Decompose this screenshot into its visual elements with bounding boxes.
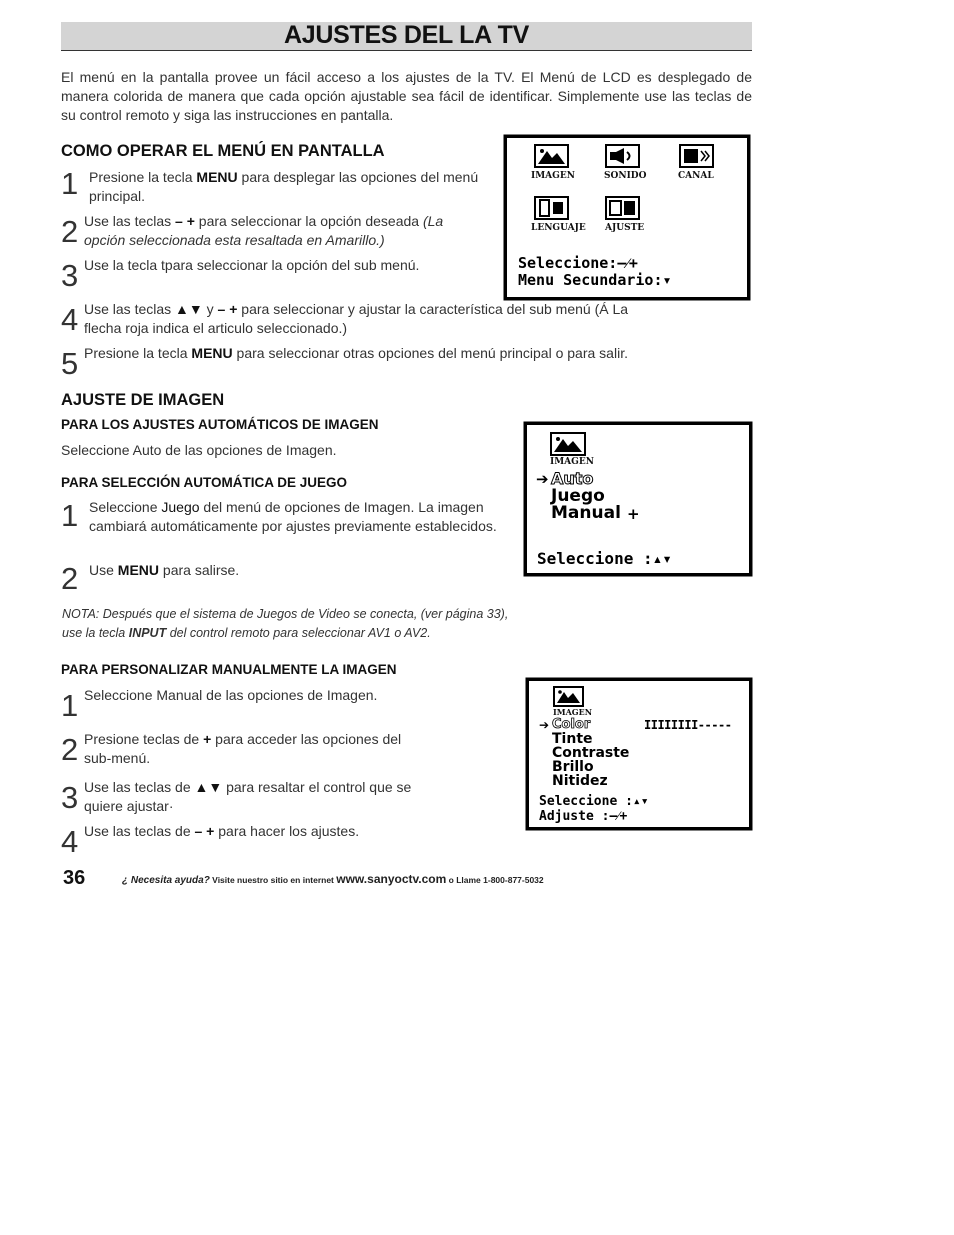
menu-item-brillo[interactable]: Brillo — [552, 759, 594, 775]
menu-item-manual[interactable]: Manual — [551, 503, 621, 523]
menu-item-nitidez[interactable]: Nitidez — [552, 773, 608, 789]
step-number: 5 — [61, 346, 79, 381]
menu-item-contraste[interactable]: Contraste — [552, 745, 630, 761]
screen-select-hint: Seleccione :▴▾ — [539, 794, 649, 809]
footer-help: ¿ Necesita ayuda? Visite nuestro sitio en internet www.sanyoctv.com o Llame 1-800-877-5032 — [122, 872, 544, 886]
auto-text: Seleccione Auto de las opciones de Imagen. — [61, 442, 337, 458]
step-1-text: Presione la tecla MENU para desplegar las opciones del menú principal. — [89, 169, 479, 204]
intro-paragraph: El menú en la pantalla provee un fácil acceso a los ajustes de la TV. El Menú de LCD es desplegado de manera colorida de manera que cada opción ajustable sea fácil de identificar. Simplemente use las teclas de su control remoto y siga las instrucciones en pantalla. — [61, 69, 752, 123]
level-bar: IIIIIIII----- — [644, 718, 732, 732]
footer-url[interactable]: www.sanyoctv.com — [336, 872, 447, 886]
step-number: 3 — [61, 780, 79, 815]
plus-icon: + — [627, 505, 640, 523]
manual-step-4-text: Use las teclas de – + para hacer los ajustes. — [84, 823, 360, 839]
note-line-2: use la tecla INPUT del control remoto para seleccionar AV1 o AV2. — [62, 626, 431, 640]
mountain-icon — [550, 432, 586, 456]
channel-icon — [679, 144, 714, 168]
section-heading-imagen: AJUSTE DE IMAGEN — [61, 391, 225, 409]
language-icon — [534, 196, 569, 220]
section-heading-menu: COMO OPERAR EL MENÚ EN PANTALLA — [61, 142, 385, 160]
step-5-text: Presione la tecla MENU para seleccionar otras opciones del menú principal o para salir. — [84, 345, 628, 361]
step-number: 1 — [61, 498, 79, 533]
subheading-game: PARA SELECCIÓN AUTOMÁTICA DE JUEGO — [61, 475, 348, 490]
menu-item-auto[interactable]: Auto — [551, 469, 594, 488]
menu-label-lenguaje: LENGUAJE — [531, 223, 586, 233]
game-step-1-text: Seleccione Juego del menú de opciones de Imagen. La imagen cambiará automáticamente por ajustes previamente establecidos. — [89, 499, 497, 534]
menu-item-juego[interactable]: Juego — [551, 486, 605, 506]
subheading-manual: PARA PERSONALIZAR MANUALMENTE LA IMAGEN — [61, 662, 397, 677]
manual-menu-screen — [526, 678, 752, 830]
menu-label-imagen: IMAGEN — [553, 707, 593, 717]
menu-label-canal: CANAL — [678, 171, 714, 181]
title-bar — [61, 22, 752, 51]
step-number: 2 — [61, 561, 79, 596]
arrow-right-icon: ➔ — [536, 470, 549, 488]
step-number: 2 — [61, 214, 79, 249]
main-menu-screen — [504, 135, 750, 300]
step-number: 3 — [61, 258, 79, 293]
screen-adjust-hint: Adjuste :–⁄+ — [539, 809, 628, 824]
step-4-text: Use las teclas ▲▼ y – + para seleccionar y ajustar la característica del sub menú (Á La flecha roja indica el articulo seleccionado.) — [84, 301, 629, 336]
menu-item-tinte[interactable]: Tinte — [552, 731, 593, 747]
step-number: 4 — [61, 302, 79, 337]
arrow-right-icon: ➔ — [539, 718, 550, 732]
manual-step-2-text: Presione teclas de + para acceder las opciones del sub-menú. — [84, 731, 402, 766]
subheading-auto: PARA LOS AJUSTES AUTOMÁTICOS DE IMAGEN — [61, 417, 379, 432]
manual-step-3-text: Use las teclas de ▲▼ para resaltar el control que se quiere ajustar· — [84, 779, 412, 814]
screen-submenu-hint: Menu Secundario:▾ — [518, 271, 672, 289]
menu-label-ajuste: AJUSTE — [605, 223, 645, 233]
screen-select-hint: Seleccione :▴▾ — [537, 549, 672, 568]
game-step-2-text: Use MENU para salirse. — [89, 562, 240, 578]
mountain-icon — [534, 144, 569, 168]
page-number: 36 — [63, 867, 86, 889]
speaker-icon — [605, 144, 640, 168]
step-number: 1 — [61, 166, 79, 201]
screen-select-hint: Seleccione:–⁄+ — [518, 254, 638, 272]
step-number: 4 — [61, 824, 79, 859]
menu-item-color[interactable]: Color — [552, 717, 591, 732]
page-title: AJUSTES DEL LA TV — [284, 21, 529, 49]
step-2-text: Use las teclas – + para seleccionar la opción deseada (La opción seleccionada esta resaltada en Amarillo.) — [84, 213, 444, 248]
image-menu-screen — [524, 422, 752, 576]
step-3-text: Use la tecla tpara seleccionar la opción del sub menú. — [84, 257, 420, 273]
mountain-icon — [553, 686, 584, 707]
menu-label-imagen: IMAGEN — [550, 457, 594, 467]
manual-step-1-text: Seleccione Manual de las opciones de Imagen. — [84, 687, 378, 703]
settings-icon — [605, 196, 640, 220]
menu-label-imagen: IMAGEN — [531, 171, 575, 181]
menu-label-sonido: SONIDO — [604, 171, 647, 181]
step-number: 1 — [61, 688, 79, 723]
step-number: 2 — [61, 732, 79, 767]
note-line-1: NOTA: Después que el sistema de Juegos de Video se conecta, (ver página 33), — [62, 607, 509, 621]
